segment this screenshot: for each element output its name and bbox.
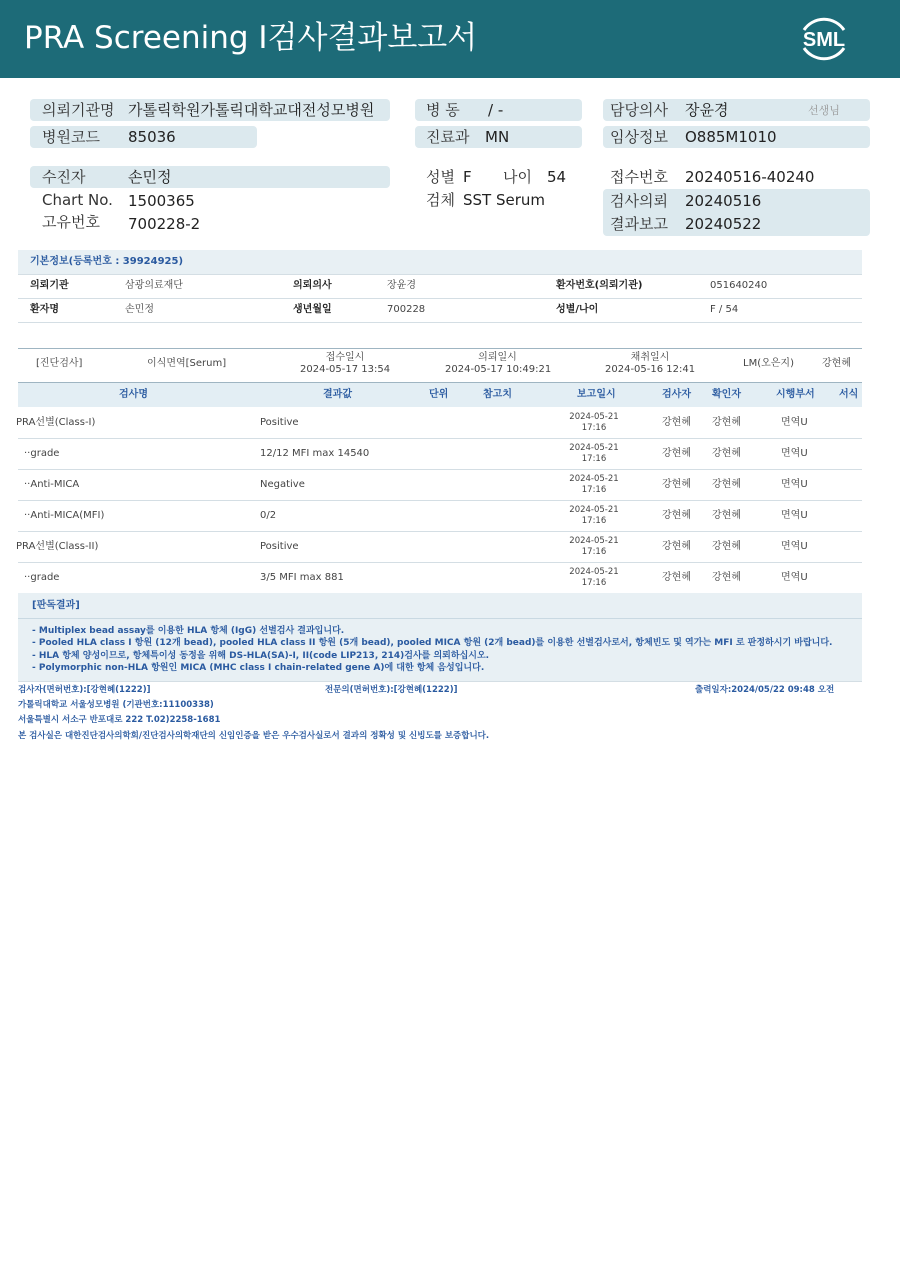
receipt-value: 20240516-40240	[685, 168, 815, 186]
doctor-value: 장윤경	[685, 101, 729, 119]
col-result: 결과값	[323, 389, 352, 400]
doctor-suffix: 선생님	[808, 104, 840, 117]
basic-value: 051640240	[710, 280, 768, 291]
lab-name: LM(오은지)	[743, 358, 794, 369]
basic-key: 의뢰기관	[30, 280, 69, 291]
doctor-label: 담당의사	[610, 101, 668, 119]
result-test-name: ··Anti-MICA	[24, 479, 80, 490]
result-report-date: 2024-05-21	[569, 536, 619, 546]
interpretation-header	[18, 593, 862, 618]
result-report-time: 17:16	[581, 516, 607, 526]
received-value: 2024-05-17 13:54	[300, 364, 391, 375]
col-test-name: 검사명	[119, 389, 148, 400]
result-value: 3/5 MFI max 881	[260, 572, 344, 583]
specimen-label: 검체	[426, 191, 455, 209]
hospital-code-label: 병원코드	[42, 128, 100, 146]
institution-value: 가톨릭학원가톨릭대학교대전성모병원	[128, 101, 375, 119]
result-test-name: PRA선별(Class-II)	[16, 541, 99, 552]
result-report-time: 17:16	[581, 454, 607, 464]
interpretation-line: - Polymorphic non-HLA 항원인 MICA (MHC class I chain-related gene A)에 대한 항체 음성입니다.	[32, 663, 485, 673]
basic-value: 장윤경	[387, 280, 416, 291]
interpretation-line: - HLA 항체 양성이므로, 항체특이성 동정을 위해 DS-HLA(SA)-I, II(code LIP213, 214)검사를 의뢰하십시오.	[32, 651, 490, 661]
test-specimen: 이식면역[Serum]	[147, 358, 227, 369]
unique-value: 700228-2	[128, 215, 201, 233]
specimen-value: SST Serum	[463, 191, 546, 209]
result-department: 면역U	[781, 448, 808, 459]
col-report-date: 보고일시	[577, 389, 616, 400]
footer-specialist: 전문의(면허번호):[강현혜(1222)]	[325, 685, 458, 695]
result-value: Negative	[260, 479, 305, 490]
test-category: [진단검사]	[36, 358, 83, 369]
basic-key: 환자명	[30, 304, 59, 315]
interpretation-line: - Pooled HLA class I 항원 (12개 bead), pooled HLA class II 항원 (5개 bead), pooled MICA 항원 (2개 bead)를 이용한 선별검사로서, 항체빈도 및 역가는 MFI 로 판정하시기 바랍니다.	[32, 638, 833, 648]
basic-info-title: 기본정보(등록번호 : 39924925)	[30, 256, 184, 267]
result-report-time: 17:16	[581, 485, 607, 495]
result-confirmer: 강현혜	[712, 541, 741, 552]
basic-key: 환자번호(의뢰기관)	[556, 280, 643, 291]
sml-logo-icon	[794, 10, 854, 68]
result-test-name: PRA선별(Class-I)	[16, 417, 96, 428]
chart-label: Chart No.	[42, 191, 113, 209]
request-date-label: 검사의뢰	[610, 192, 668, 210]
patient-label: 수진자	[42, 168, 86, 186]
result-tester: 강현혜	[662, 448, 691, 459]
result-test-name: ··grade	[24, 448, 60, 459]
result-department: 면역U	[781, 510, 808, 521]
unique-label: 고유번호	[42, 213, 100, 231]
footer-hospital: 가톨릭대학교 서울성모병원 (기관번호:11100338)	[18, 700, 214, 710]
divider	[18, 348, 862, 349]
result-tester: 강현혜	[662, 479, 691, 490]
result-tester: 강현혜	[662, 417, 691, 428]
logo-text: SML	[802, 29, 846, 51]
result-report-time: 17:16	[581, 547, 607, 557]
result-tester: 강현혜	[662, 510, 691, 521]
basic-key: 생년월일	[293, 304, 332, 315]
divider	[18, 322, 862, 323]
col-reference: 참고치	[483, 389, 512, 400]
requested-label: 의뢰일시	[478, 352, 517, 363]
sex-label: 성별	[426, 168, 455, 186]
divider	[18, 681, 862, 682]
result-confirmer: 강현혜	[712, 510, 741, 521]
report-header	[0, 0, 900, 78]
result-department: 면역U	[781, 572, 808, 583]
basic-value: 700228	[387, 304, 426, 315]
lab-person: 강현혜	[822, 358, 851, 369]
result-test-name: ··Anti-MICA(MFI)	[24, 510, 105, 521]
received-label: 접수일시	[325, 352, 365, 363]
basic-value: 삼광의료재단	[125, 280, 183, 291]
sex-value: F	[463, 168, 472, 186]
result-tester: 강현혜	[662, 572, 691, 583]
result-report-date: 2024-05-21	[569, 505, 619, 515]
result-confirmer: 강현혜	[712, 479, 741, 490]
result-report-date: 2024-05-21	[569, 567, 619, 577]
result-confirmer: 강현혜	[712, 448, 741, 459]
col-confirmer: 확인자	[712, 389, 741, 400]
basic-value: 손민정	[125, 304, 154, 315]
age-label: 나이	[503, 168, 532, 186]
col-tester: 검사자	[662, 389, 691, 400]
report-title: PRA Screening Ⅰ검사결과보고서	[24, 20, 478, 56]
department-label: 진료과	[426, 128, 470, 146]
footer-address: 서울특별시 서소구 반포대로 222 T.02)2258-1681	[18, 715, 221, 725]
collected-label: 채취일시	[630, 352, 670, 363]
result-report-date: 2024-05-21	[569, 412, 619, 422]
chart-value: 1500365	[128, 192, 195, 210]
patient-value: 손민정	[128, 168, 172, 186]
footer-printed: 출력일자:2024/05/22 09:48 오전	[695, 685, 835, 695]
requested-value: 2024-05-17 10:49:21	[445, 364, 552, 375]
hospital-code-value: 85036	[128, 128, 176, 146]
result-value: 0/2	[260, 510, 277, 521]
result-report-date: 2024-05-21	[569, 474, 619, 484]
clinical-value: O885M1010	[685, 128, 777, 146]
result-report-date: 2024-05-21	[569, 443, 619, 453]
result-department: 면역U	[781, 541, 808, 552]
report-date-label: 결과보고	[610, 215, 668, 233]
clinical-label: 임상정보	[610, 128, 668, 146]
basic-key: 의뢰의사	[293, 280, 332, 291]
ward-value: / -	[488, 101, 504, 119]
footer-tester: 검사자(면허번호):[강현혜(1222)]	[18, 685, 151, 695]
result-report-time: 17:16	[581, 423, 607, 433]
col-unit: 단위	[429, 389, 449, 400]
col-form: 서식	[839, 389, 859, 400]
result-confirmer: 강현혜	[712, 417, 741, 428]
interpretation-line: - Multiplex bead assay를 이용한 HLA 항체 (IgG) 선별검사 결과입니다.	[32, 626, 345, 636]
request-date-value: 20240516	[685, 192, 762, 210]
col-department: 시행부서	[776, 389, 815, 400]
basic-key: 성별/나이	[556, 304, 599, 315]
basic-value: F / 54	[710, 304, 739, 315]
department-value: MN	[485, 128, 510, 146]
result-value: Positive	[260, 417, 299, 428]
institution-label: 의뢰기관명	[42, 101, 115, 119]
result-value: Positive	[260, 541, 299, 552]
result-department: 면역U	[781, 417, 808, 428]
result-value: 12/12 MFI max 14540	[260, 448, 370, 459]
report-date-value: 20240522	[685, 215, 762, 233]
interpretation-title: [판독결과]	[32, 600, 80, 611]
result-tester: 강현혜	[662, 541, 691, 552]
result-confirmer: 강현혜	[712, 572, 741, 583]
result-department: 면역U	[781, 479, 808, 490]
receipt-label: 접수번호	[610, 168, 668, 186]
ward-label: 병 동	[426, 101, 460, 119]
footer-certification: 본 검사실은 대한진단검사의학회/진단검사의학재단의 신임인증을 받은 우수검사실로서 결과의 정확성 및 신빙도를 보증합니다.	[18, 731, 490, 741]
result-test-name: ··grade	[24, 572, 60, 583]
age-value: 54	[547, 168, 567, 186]
result-report-time: 17:16	[581, 578, 607, 588]
collected-value: 2024-05-16 12:41	[605, 364, 696, 375]
